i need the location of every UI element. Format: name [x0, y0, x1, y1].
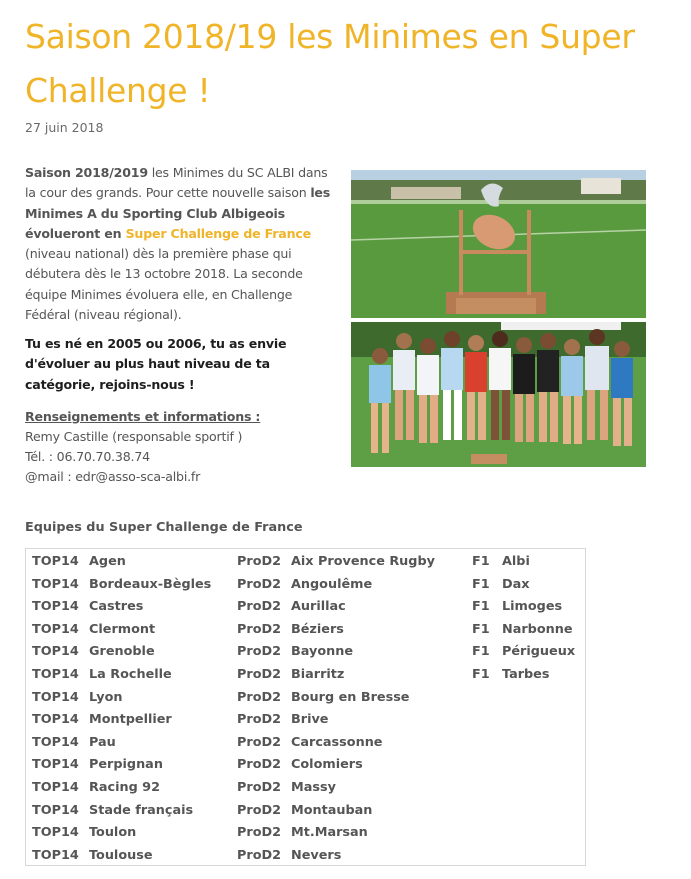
division-label: TOP14 [32, 621, 79, 637]
intro-text-1: les Minimes du SC ALBI dans la cour des grands. Pour cette nouvelle saison [25, 165, 328, 201]
club-name: Nevers [291, 847, 342, 863]
club-name: Clermont [89, 621, 156, 637]
recruitment-call: Tu es né en 2005 ou 2006, tu as envie d'évoluer au plus haut niveau de ta catégorie, rejoins-nous ! [25, 336, 287, 392]
team-row [32, 822, 237, 845]
division-label: TOP14 [32, 779, 79, 795]
contact-person: Remy Castille (responsable sportif ) [25, 429, 243, 444]
club-name: La Rochelle [89, 666, 172, 682]
club-name: Lyon [89, 689, 123, 705]
division-label: ProD2 [237, 576, 282, 592]
club-name: Aurillac [291, 599, 346, 615]
division-label: TOP14 [32, 554, 79, 569]
division-label: ProD2 [237, 712, 282, 728]
club-name: Colomiers [291, 757, 363, 773]
division-label: ProD2 [237, 734, 282, 750]
division-label: TOP14 [32, 757, 79, 773]
club-name: Bordeaux-Bègles [89, 576, 212, 592]
prod2-column [237, 551, 467, 867]
team-row [237, 732, 467, 755]
division-label: TOP14 [32, 599, 79, 615]
division-label: ProD2 [237, 689, 282, 705]
division-label: TOP14 [32, 712, 79, 728]
division-label: F1 [472, 621, 490, 637]
intro-season-label: Saison 2018/2019 [25, 165, 148, 180]
intro-team-label: les Minimes A du Sporting Club Albigeois évolueront en [25, 185, 331, 241]
club-name: Toulon [89, 825, 137, 841]
club-name: Mt.Marsan [291, 825, 368, 841]
division-label: ProD2 [237, 757, 282, 773]
club-name: Bayonne [291, 644, 354, 660]
team-row [472, 551, 582, 574]
teams-title: Equipes du Super Challenge de France [25, 520, 303, 535]
club-name: Montpellier [89, 712, 172, 728]
contact-block [25, 407, 335, 487]
team-row [472, 641, 582, 664]
club-name: Limoges [502, 599, 563, 615]
club-name: Racing 92 [89, 779, 160, 795]
club-name: Toulouse [89, 847, 153, 863]
club-name: Béziers [291, 621, 344, 637]
team-row [237, 687, 467, 710]
team-row [237, 619, 467, 642]
team-row [32, 619, 237, 642]
club-name: Périgueux [502, 644, 576, 660]
team-row [237, 664, 467, 687]
article-title: Saison 2018/19 les Minimes en Super Challenge ! [25, 17, 635, 110]
teams-table [25, 548, 586, 866]
division-label: TOP14 [32, 666, 79, 682]
team-row [32, 664, 237, 687]
club-name: Albi [502, 554, 530, 569]
article-intro [25, 163, 335, 325]
team-row [32, 574, 237, 597]
top14-column [32, 551, 237, 867]
intro-text-2: (niveau national) dès la première phase qui débutera dès le 13 octobre 2018. La seconde équipe Minimes évoluera elle, en Challenge Fédéral (niveau régional). [25, 246, 303, 323]
team-row [32, 754, 237, 777]
division-label: F1 [472, 599, 490, 615]
club-name: Tarbes [502, 666, 550, 682]
team-row [32, 845, 237, 868]
club-name: Agen [89, 554, 126, 569]
team-row [32, 641, 237, 664]
division-label: TOP14 [32, 734, 79, 750]
team-row [472, 619, 582, 642]
club-name: Castres [89, 599, 144, 615]
team-row [472, 596, 582, 619]
team-row [32, 551, 237, 574]
team-photo [351, 170, 646, 467]
club-name: Aix Provence Rugby [291, 554, 435, 569]
division-label: F1 [472, 576, 490, 592]
club-name: Massy [291, 779, 336, 795]
division-label: TOP14 [32, 847, 79, 863]
team-row [237, 641, 467, 664]
team-row [237, 800, 467, 823]
club-name: Grenoble [89, 644, 155, 660]
team-row [32, 777, 237, 800]
division-label: ProD2 [237, 554, 282, 569]
team-row [237, 551, 467, 574]
division-label: TOP14 [32, 825, 79, 841]
team-row [237, 777, 467, 800]
division-label: TOP14 [32, 689, 79, 705]
article-date: 27 juin 2018 [25, 120, 104, 135]
contact-phone: Tél. : 06.70.70.38.74 [25, 449, 150, 464]
division-label: F1 [472, 644, 490, 660]
contact-email: @mail : edr@asso-sca-albi.fr [25, 469, 201, 484]
club-name: Angoulême [291, 576, 373, 592]
club-name: Narbonne [502, 621, 573, 637]
team-row [472, 664, 582, 687]
division-label: ProD2 [237, 644, 282, 660]
club-name: Bourg en Bresse [291, 689, 410, 705]
f1-column [472, 551, 582, 687]
club-name: Biarritz [291, 666, 345, 682]
team-row [237, 754, 467, 777]
division-label: ProD2 [237, 621, 282, 637]
division-label: TOP14 [32, 644, 79, 660]
division-label: ProD2 [237, 779, 282, 795]
team-row [32, 709, 237, 732]
division-label: ProD2 [237, 802, 282, 818]
team-row [472, 574, 582, 597]
contact-heading: Renseignements et informations : [25, 409, 261, 424]
division-label: F1 [472, 554, 490, 569]
team-photo-illustration [351, 170, 646, 467]
team-row [32, 687, 237, 710]
team-row [32, 732, 237, 755]
team-row [237, 574, 467, 597]
division-label: F1 [472, 666, 490, 682]
super-challenge-link[interactable]: Super Challenge de France [125, 225, 311, 241]
club-name: Montauban [291, 802, 373, 818]
division-label: ProD2 [237, 599, 282, 615]
team-row [237, 845, 467, 868]
club-name: Pau [89, 734, 116, 750]
team-row [32, 800, 237, 823]
team-row [237, 596, 467, 619]
team-row [237, 822, 467, 845]
club-name: Carcassonne [291, 734, 383, 750]
club-name: Stade français [89, 802, 194, 818]
club-name: Brive [291, 712, 329, 728]
club-name: Perpignan [89, 757, 163, 773]
team-row [237, 709, 467, 732]
division-label: TOP14 [32, 576, 79, 592]
division-label: TOP14 [32, 802, 79, 818]
team-row [32, 596, 237, 619]
division-label: ProD2 [237, 847, 282, 863]
club-name: Dax [502, 576, 530, 592]
division-label: ProD2 [237, 666, 282, 682]
division-label: ProD2 [237, 825, 282, 841]
